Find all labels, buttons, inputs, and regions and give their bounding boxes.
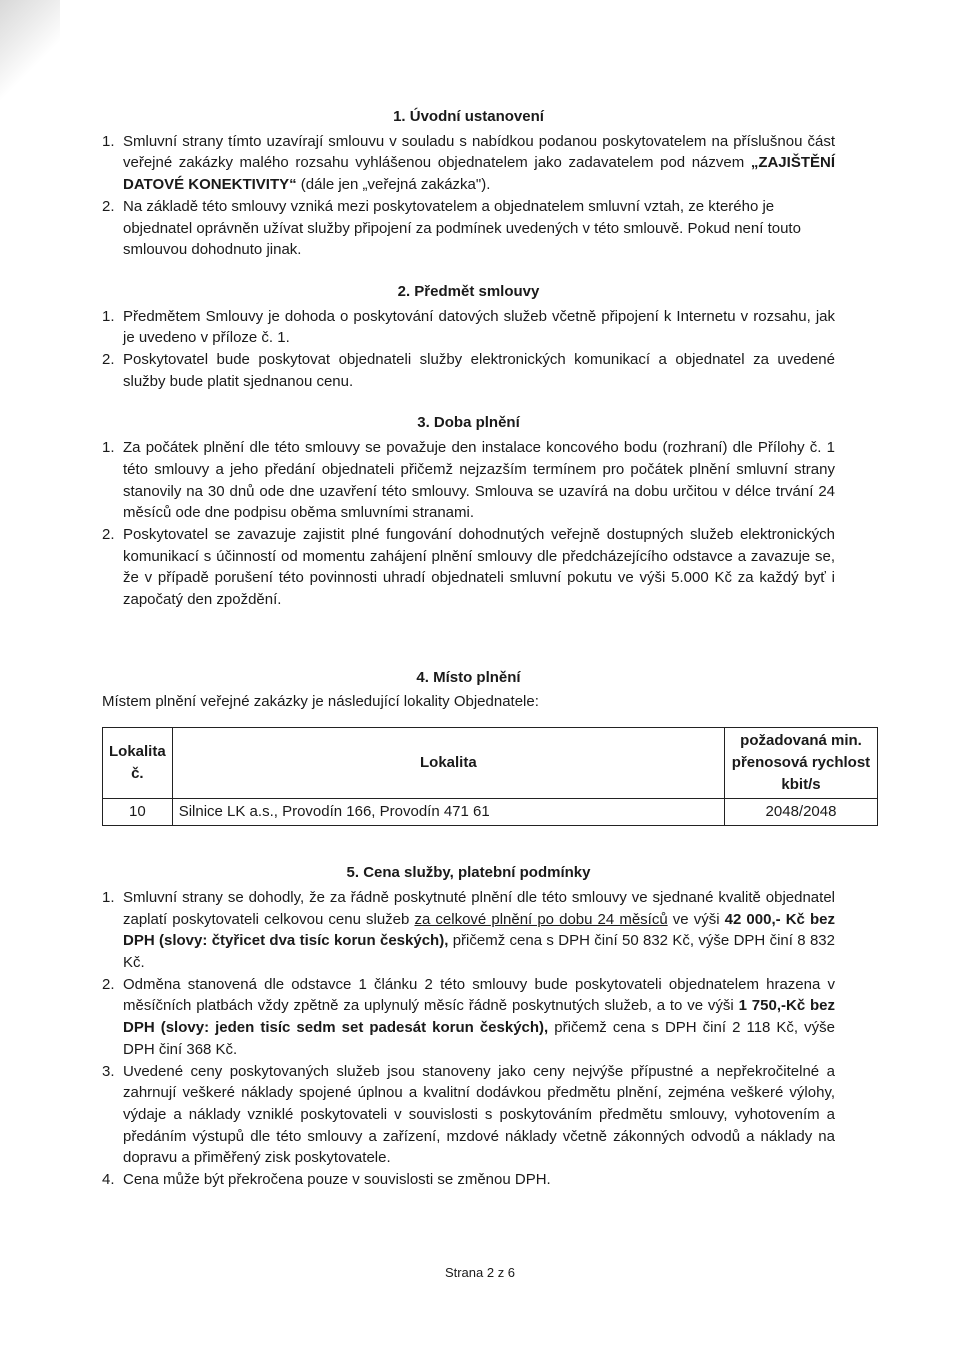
paragraph-text: Na základě této smlouvy vzniká mezi poskytovatelem a objednatelem smluvní vztah, ze kterého je objednatel oprávněn užívat služby připojení za podmínek uvedených v této smlouvě. Pokud není touto smlouvou dohodnuto jinak. bbox=[123, 197, 801, 259]
paragraph-number: 4. bbox=[102, 1171, 115, 1189]
paragraph-number: 1. bbox=[102, 439, 115, 457]
paragraph-text: Poskytovatel se zavazuje zajistit plné fungování dohodnutých veřejně dostupných služeb elektronických komunikací s účinností od momentu zahájení plnění smlouvy dle předcházejícího odstavce a zavazuje se, že v případě porušení této povinnosti uhradí objednateli smluvní pokutu ve výši 5.000 Kč za každý byť i započatý den zpoždění. bbox=[123, 525, 835, 609]
paragraph-text: přičemž cena s DPH činí 50 832 Kč, výše DPH činí 8 832 Kč. bbox=[123, 932, 835, 971]
section-4-title: 4. Místo plnění bbox=[416, 668, 521, 686]
section-3-paragraph-2 bbox=[102, 524, 835, 611]
section-2-paragraph-1 bbox=[102, 306, 835, 349]
paragraph-number: 2. bbox=[102, 197, 115, 215]
column-header-location: Lokalita bbox=[172, 728, 724, 799]
paragraph-text: Za počátek plnění dle této smlouvy se považuje den instalace koncového bodu (rozhraní) dle Přílohy č. 1 této smlouvy a jeho předání objednateli přičemž nejzazším termínem pro počátek plnění smluvní strany stanovily na 30 dnů ode dne uzavření této smlouvy. Smlouva se uzavírá na dobu určitou v délce trvání 24 měsíců ode dne podpisu oběma smluvními stranami. bbox=[123, 439, 835, 522]
section-2-title: 2. Předmět smlouvy bbox=[397, 282, 540, 300]
price-total: 42 000,- Kč bez DPH (slovy: čtyřicet dva tisíc korun českých), bbox=[123, 910, 835, 950]
paragraph-text: Smluvní strany se dohodly, že za řádně poskytnuté plnění dle této smlouvy ve sjednané kvalitě objednatel zaplatí poskytovateli celkovou cenu služeb bbox=[123, 888, 835, 928]
paragraph-number: 3. bbox=[102, 1062, 115, 1080]
column-header-min-speed: požadovaná min. přenosová rychlost kbit/s bbox=[725, 728, 878, 799]
paragraph-text: ve výši bbox=[667, 910, 725, 928]
paragraph-number: 1. bbox=[102, 132, 115, 150]
section-5-title: 5. Cena služby, platební podmínky bbox=[346, 864, 591, 882]
cell-location-number: 10 bbox=[103, 799, 173, 826]
paragraph-text: Cena může být překročena pouze v souvislosti se změnou DPH. bbox=[123, 1171, 551, 1189]
contract-name: „ZAJIŠTĚNÍ DATOVÉ KONEKTIVITY“ bbox=[123, 154, 835, 194]
cell-location: Silnice LK a.s., Provodín 166, Provodín 471 61 bbox=[172, 799, 724, 826]
paragraph-number: 1. bbox=[102, 888, 115, 906]
page-number: Strana 2 z 6 bbox=[444, 1265, 516, 1280]
section-4-intro: Místem plnění veřejné zakázky je následující lokality Objednatele: bbox=[102, 693, 539, 711]
section-5-paragraph-2 bbox=[102, 974, 835, 1061]
section-1-title: 1. Úvodní ustanovení bbox=[393, 108, 544, 125]
paragraph-text: Uvedené ceny poskytovaných služeb jsou stanoveny jako ceny nejvýše přípustné a nepřekročitelné a zahrnují veškeré náklady spojené úplnou a kvalitní dodávkou předmětu plnění, zejména veškeré výlohy, výdaje a náklady vzniklé poskytovateli v souvislosti s poskytováním předmětu smlouvy, vyhotovením a předáním výstupů dle této smlouvy a zařízení, mzdové náklady včetně zákonných odvodů a náklady na dopravu a přiměřený zisk poskytovatele. bbox=[123, 1062, 835, 1167]
column-header-location-number: Lokalita č. bbox=[103, 728, 173, 799]
section-1-paragraph-2 bbox=[102, 196, 835, 261]
document-page bbox=[102, 106, 871, 1191]
paragraph-text: přičemž cena s DPH činí 2 118 Kč, výše DPH činí 368 Kč. bbox=[123, 1019, 835, 1058]
paragraph-number: 2. bbox=[102, 975, 115, 993]
cell-min-speed: 2048/2048 bbox=[725, 799, 878, 826]
paragraph-text: Poskytovatel bude poskytovat objednateli služby elektronických komunikací a objednatel za uvedené služby bude platit sjednanou cenu. bbox=[123, 351, 835, 390]
underlined-text: za celkové plnění po dobu 24 měsíců bbox=[414, 910, 668, 928]
section-5-paragraph-4 bbox=[102, 1169, 835, 1191]
paragraph-text: Předmětem Smlouvy je dohoda o poskytování datových služeb včetně připojení k Internetu v rozsahu, jak je uvedeno v příloze č. 1. bbox=[123, 307, 835, 347]
table-header-row bbox=[103, 728, 878, 799]
locations-table bbox=[102, 727, 878, 826]
paragraph-number: 1. bbox=[102, 307, 115, 325]
section-3-paragraph-1 bbox=[102, 437, 835, 524]
scan-corner-shadow bbox=[0, 0, 60, 110]
price-monthly: 1 750,-Kč bez DPH (slovy: jeden tisíc sedm set padesát korun českých), bbox=[123, 997, 836, 1037]
section-5-paragraph-3 bbox=[102, 1061, 835, 1170]
paragraph-text: Odměna stanovená dle odstavce 1 článku 2 této smlouvy bude poskytovateli objednatelem hrazena v měsíčních platbách vždy zpětně za uplynulý měsíc řádně poskytnutých služeb, a to ve výši bbox=[123, 975, 835, 1015]
paragraph-text: (dále jen „veřejná zakázka"). bbox=[296, 176, 491, 194]
section-3-title: 3. Doba plnění bbox=[417, 414, 520, 432]
section-2-paragraph-2 bbox=[102, 349, 835, 392]
section-1-paragraph-1 bbox=[102, 131, 835, 196]
section-5-paragraph-1 bbox=[102, 887, 835, 974]
paragraph-number: 2. bbox=[102, 525, 115, 543]
table-row bbox=[103, 799, 878, 826]
paragraph-text: Smluvní strany tímto uzavírají smlouvu v souladu s nabídkou podanou poskytovatelem na příslušnou část veřejné zakázky malého rozsahu vyhlášenou objednatelem jako zadavatelem pod názvem bbox=[123, 132, 835, 172]
paragraph-number: 2. bbox=[102, 351, 115, 369]
